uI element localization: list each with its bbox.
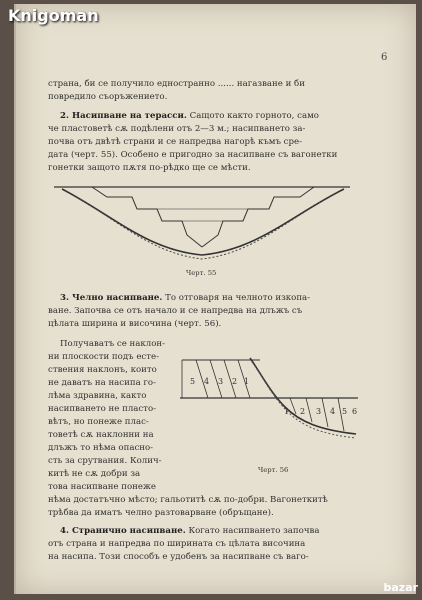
layer-number: 5 [342, 407, 348, 416]
page-number: 6 [381, 52, 388, 63]
text-line: почва отъ двѣтѣ страни и се напредва нагорѣ къмъ сре- [48, 137, 302, 147]
text-line: на насипа. Този способъ е удобенъ за насипване съ ваго- [48, 552, 309, 562]
text-line: Получаватъ се наклон- [60, 339, 166, 349]
text-span: Сащото както горното, само [189, 111, 319, 121]
text-line: насипването не пласто- [48, 404, 157, 414]
text-line: китѣ не сѫ добри за [48, 469, 141, 479]
layer-number: 3 [316, 407, 322, 416]
text-line: гонетки защото пѫтя по-рѣдко ще се мѣсти. [48, 163, 251, 173]
text-line: длъжъ то нѣма опасно- [48, 443, 154, 453]
layer-number: 2 [232, 377, 238, 386]
text-line: страна, би се получило едностранно ...... нагазване и би [48, 79, 305, 89]
text-line: дата (черт. 55). Особено е пригодно за насипване съ вагонетки [48, 150, 338, 160]
text-line: не даватъ на насипа го- [48, 378, 157, 388]
text-line: вѣтъ, но понеже плас- [48, 417, 149, 427]
watermark-logo: Knigoman [8, 6, 99, 25]
text-line: лѣма здравина, както [48, 391, 147, 401]
text-line: сть за срутвания. Колич- [48, 456, 162, 466]
layer-number: 5 [190, 377, 196, 386]
text-span: То отговаря на челното изкопа- [165, 293, 311, 303]
figure-caption: Черт. 55 [186, 269, 217, 277]
text-line: отъ страна и напредва по ширината съ цѣлата височина [48, 539, 306, 549]
embankment-figure-56 [180, 352, 360, 442]
section-line [60, 525, 319, 538]
text-line: ни плоскости подъ есте- [48, 352, 159, 362]
text-line: трѣбва да иматъ челно разтоварване (обръщане). [48, 508, 274, 518]
figure-caption: Черт. 56 [258, 466, 289, 474]
text-line: ване. Започва се отъ начало и се напредва на длъжъ съ [48, 306, 303, 316]
section-heading: 2. Насипване на терасси. [60, 111, 187, 121]
text-line: ствения наклонъ, които [48, 365, 157, 375]
text-span: Когато насипването започва [188, 526, 320, 536]
layer-number: 2 [300, 407, 306, 416]
section-heading: 3. Челно насипване. [60, 293, 163, 303]
section-heading: 4. Странично насипване. [60, 526, 186, 536]
layer-number: 3 [218, 377, 224, 386]
text-line: цѣлата ширина и височина (черт. 56). [48, 319, 222, 329]
text-line: повредило съоръжението. [48, 92, 168, 102]
layer-number: 4 [204, 377, 210, 386]
section-line [60, 292, 310, 305]
brand-logo: bazar [383, 581, 418, 594]
text-line: че пластоветѣ сѫ подѣлени отъ 2—3 м.; насипването за- [48, 124, 306, 134]
text-line: това насипване понеже [48, 482, 156, 492]
embankment-figure-55 [52, 175, 352, 265]
section-line [60, 110, 319, 123]
text-line: нѣма достатъчно мѣсто; гальотитѣ сѫ по-добри. Вагонеткитѣ [48, 495, 328, 505]
layer-number: 6 [352, 407, 358, 416]
text-line: товетѣ сѫ наклонни на [48, 430, 154, 440]
layer-number: 4 [330, 407, 336, 416]
layer-number: 1 [244, 377, 250, 386]
layer-number: 1 [284, 407, 290, 416]
